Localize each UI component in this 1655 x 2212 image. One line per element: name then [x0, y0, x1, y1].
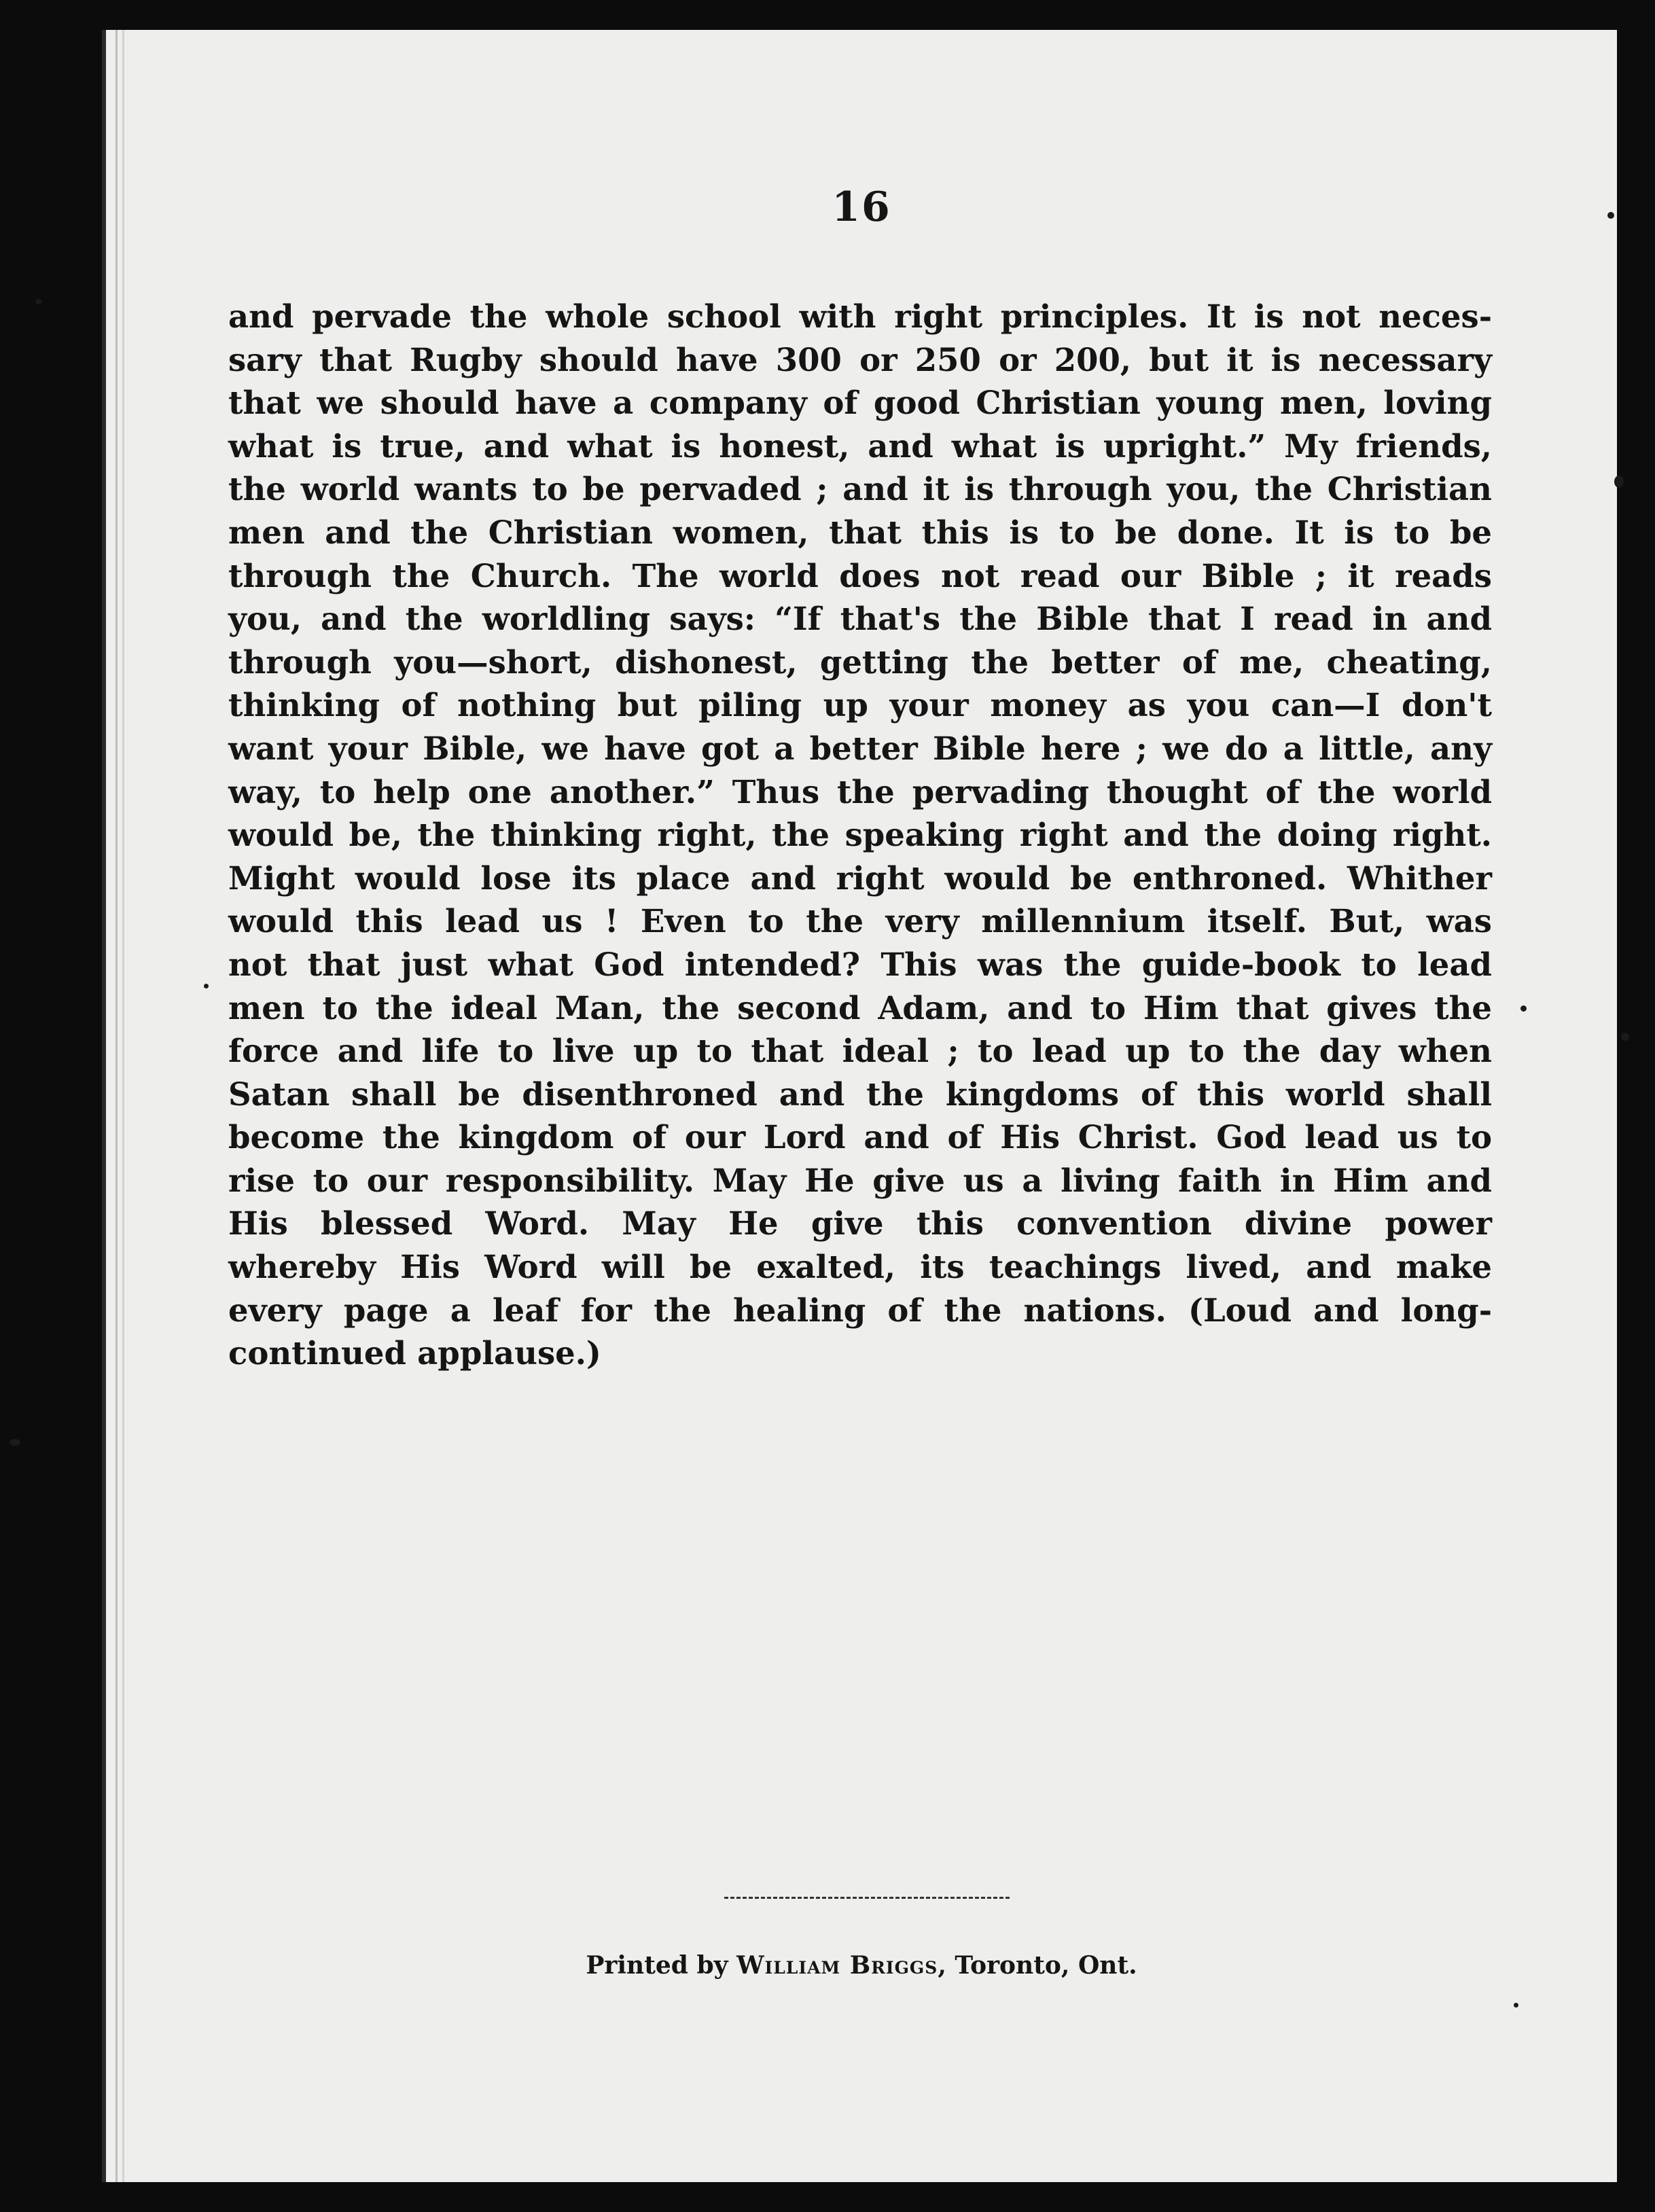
text-line: become the kingdom of our Lord and of His Christ. God lead us to	[228, 1118, 1492, 1156]
imprint-location: , Toronto, Ont.	[938, 1951, 1137, 1980]
text-line: that we should have a company of good Christian young men, loving	[228, 384, 1492, 422]
scan-speck	[35, 299, 42, 304]
divider-rule	[724, 1897, 1010, 1899]
scan-speck	[1607, 212, 1614, 219]
text-line: the world wants to be pervaded ; and it is through you, the Christian	[228, 470, 1492, 508]
text-line: way, to help one another.” Thus the pervading thought of the world	[228, 772, 1492, 810]
text-line: not that just what God intended? This was the guide-book to lead	[228, 945, 1492, 983]
text-line: through the Church. The world does not read our Bible ; it reads	[228, 556, 1492, 594]
page-edge-line	[122, 30, 124, 2182]
text-line: every page a leaf for the healing of the nations. (Loud and long-	[228, 1291, 1492, 1329]
text-line: continued applause.)	[228, 1334, 601, 1372]
scan-speck	[204, 984, 209, 988]
text-line: you, and the worldling says: “If that's the Bible that I read in and	[228, 600, 1492, 638]
text-line: would this lead us ! Even to the very millennium itself. But, was	[228, 902, 1492, 940]
scan-speck	[1520, 1005, 1527, 1012]
text-line: Satan shall be disenthroned and the kingdoms of this world shall	[228, 1075, 1492, 1113]
scan-speck	[1514, 2003, 1518, 2008]
text-line: thinking of nothing but piling up your money as you can—I don't	[228, 686, 1492, 724]
scan-speck	[10, 1439, 20, 1446]
printer-imprint	[106, 1951, 1617, 1980]
scan-speck	[1614, 476, 1624, 488]
text-line: men and the Christian women, that this is to be done. It is to be	[228, 513, 1492, 551]
text-line: Might would lose its place and right would be enthroned. Whither	[228, 859, 1492, 897]
body-paragraph	[228, 295, 1492, 1375]
text-line: rise to our responsibility. May He give us a living faith in Him and	[228, 1161, 1492, 1199]
text-line: what is true, and what is honest, and what is upright.” My friends,	[228, 427, 1492, 465]
text-line: want your Bible, we have got a better Bible here ; we do a little, any	[228, 729, 1492, 767]
text-line: and pervade the whole school with right principles. It is not neces-	[228, 298, 1492, 335]
text-line: through you—short, dishonest, getting the better of me, cheating,	[228, 643, 1492, 681]
text-line: force and life to live up to that ideal ; to lead up to the day when	[228, 1032, 1492, 1070]
text-line: men to the ideal Man, the second Adam, and to Him that gives the	[228, 988, 1492, 1027]
text-line: would be, the thinking right, the speaking right and the doing right.	[228, 816, 1492, 854]
text-line: whereby His Word will be exalted, its teachings lived, and make	[228, 1248, 1492, 1286]
imprint-printer: William Briggs	[736, 1951, 938, 1980]
imprint-prefix: Printed by	[586, 1951, 728, 1980]
text-line: His blessed Word. May He give this convention divine power	[228, 1205, 1492, 1243]
page-number: 16	[832, 183, 891, 231]
scan-speck	[1621, 1033, 1629, 1041]
document-page	[102, 30, 1617, 2182]
page-edge-line	[115, 30, 118, 2182]
text-line: sary that Rugby should have 300 or 250 or 200, but it is necessary	[228, 340, 1492, 378]
